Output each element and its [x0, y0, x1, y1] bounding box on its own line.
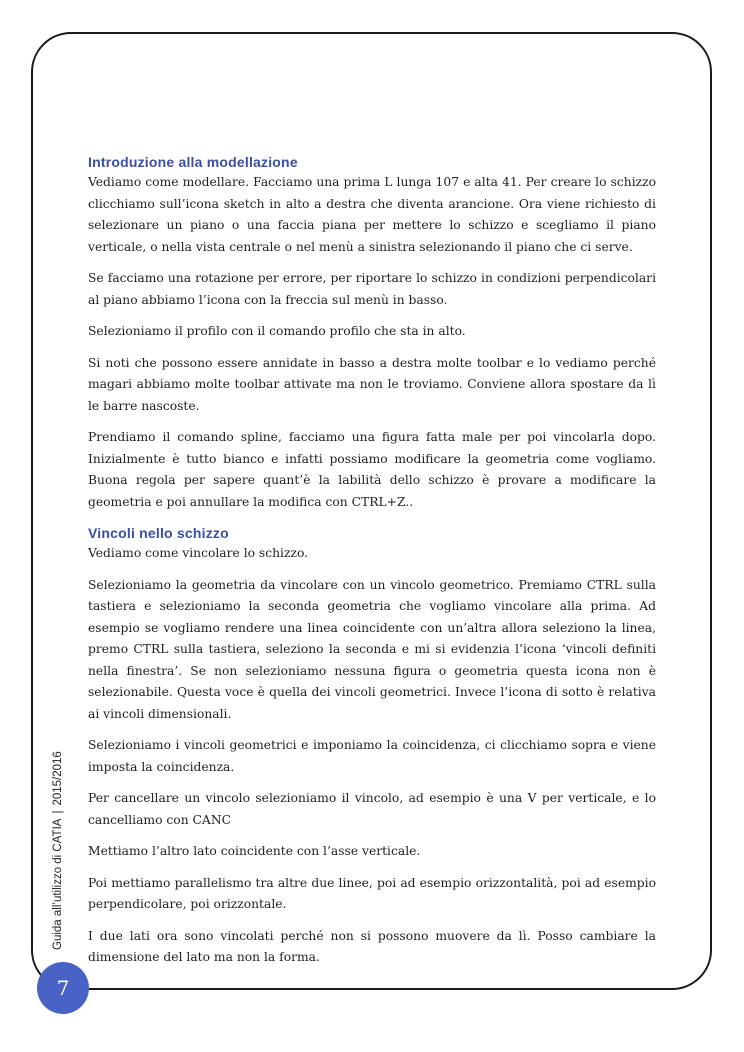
paragraph: I due lati ora sono vincolati perché non si possono muovere da lì. Posso cambiare la dimensione del lato ma non la forma.	[88, 928, 656, 964]
document-body	[88, 152, 656, 979]
running-footer	[52, 735, 64, 950]
page-number: 7	[56, 976, 70, 1000]
paragraph: Vediamo come vincolare lo schizzo.	[88, 546, 309, 560]
section-heading-introduzione: Introduzione alla modellazione	[88, 154, 298, 170]
guide-title: Guida all’utilizzo di CATIA	[52, 818, 64, 950]
section-heading-vincoli: Vincoli nello schizzo	[88, 525, 229, 541]
paragraph: Selezioniamo la geometria da vincolare con un vincolo geometrico. Premiamo CTRL sulla tastiera e selezioniamo la seconda geometria che vogliamo vincolare alla prima. Ad esempio se vogliamo rendere una linea coincidente con un’altra allora seleziono la linea, premo CTRL sulla tastiera, seleziono la seconda e mi si evidenzia l’icona ‘vincoli definiti nella finestra’. Se non selezioniamo nessuna figura o geometria questa icona non è selezionabile. Questa voce è quella dei vincoli geometrici. Invece l’icona di sotto è relativa ai vincoli dimensionali.	[88, 577, 656, 721]
paragraph: Poi mettiamo parallelismo tra altre due linee, poi ad esempio orizzontalità, poi ad esempio perpendicolare, poi orizzontale.	[88, 875, 656, 911]
paragraph: Vediamo come modellare. Facciamo una prima L lunga 107 e alta 41. Per creare lo schizzo clicchiamo sull’icona sketch in alto a destra che diventa arancione. Ora viene richiesto di selezionare un piano o una faccia piana per mettere lo schizzo e scegliamo il piano verticale, o nella vista centrale o nel menù a sinistra selezionando il piano che ci serve.	[88, 175, 656, 254]
paragraph: Prendiamo il comando spline, facciamo una figura fatta male per poi vincolarla dopo. Inizialmente è tutto bianco e infatti possiamo modificare la geometria come vogliamo. Buona regola per sapere quant’è la labilità dello schizzo è provare a modificare la geometria e poi annullare la modifica con CTRL+Z..	[88, 430, 656, 509]
paragraph: Si noti che possono essere annidate in basso a destra molte toolbar e lo vediamo perché magari abbiamo molte toolbar attivate ma non le troviamo. Conviene allora spostare da lì le barre nascoste.	[88, 355, 656, 413]
footer-separator: |	[52, 810, 64, 814]
paragraph: Se facciamo una rotazione per errore, per riportare lo schizzo in condizioni perpendicolari al piano abbiamo l’icona con la freccia sul menù in basso.	[88, 271, 656, 307]
page-number-badge	[37, 962, 89, 1014]
paragraph: Selezioniamo il profilo con il comando profilo che sta in alto.	[88, 324, 466, 338]
footer-year: 2015/2016	[52, 751, 64, 806]
paragraph: Selezioniamo i vincoli geometrici e imponiamo la coincidenza, ci clicchiamo sopra e viene imposta la coincidenza.	[88, 738, 656, 774]
paragraph: Mettiamo l’altro lato coincidente con l’asse verticale.	[88, 844, 421, 858]
paragraph: Per cancellare un vincolo selezioniamo il vincolo, ad esempio è una V per verticale, e lo cancelliamo con CANC	[88, 791, 656, 827]
